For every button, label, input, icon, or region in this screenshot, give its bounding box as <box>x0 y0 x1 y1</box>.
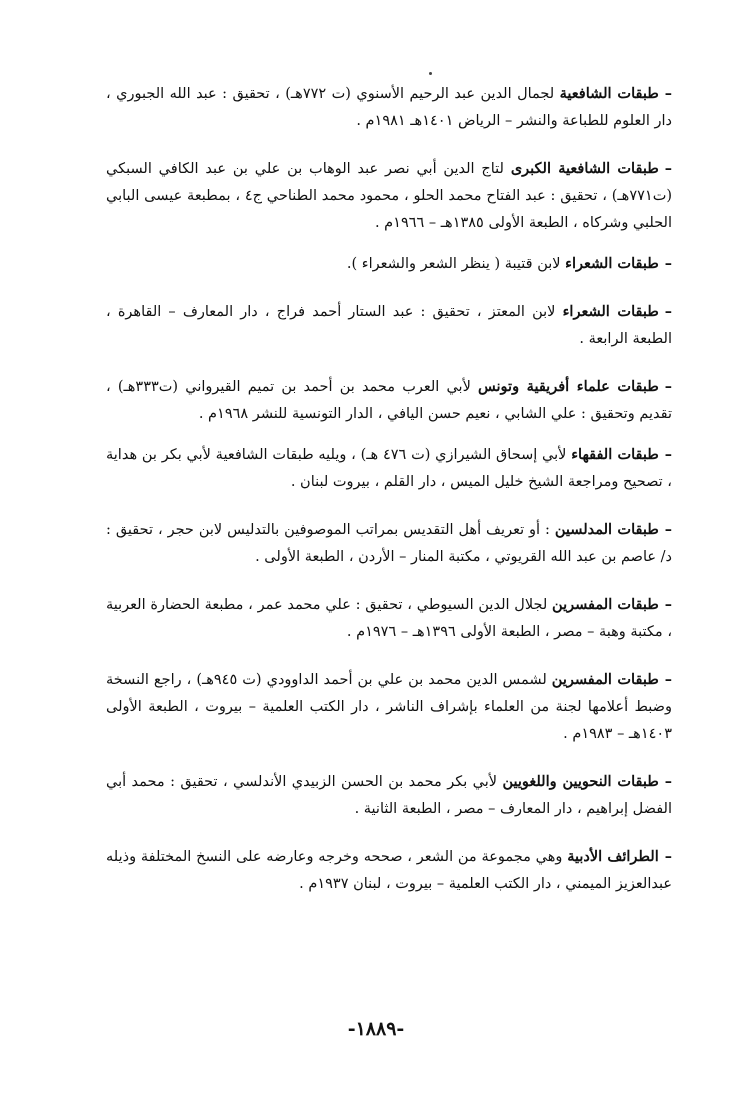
scan-speck <box>429 72 432 75</box>
bibliography-entry: –طبقات الشعراء لابن قتيبة ( ينظر الشعر والشعراء ). <box>346 255 672 272</box>
entry-title: الطرائف الأدبية <box>567 848 659 865</box>
bibliography-entry: –طبقات الفقهاء لأبي إسحاق الشيرازي (ت ٤٧٦ هـ) ، ويليه طبقات الشافعية لأبي بكر بن هداية ، تصحيح ومراجعة الشيخ خليل الميس ، دار القلم ، بيروت لبنان . <box>106 446 673 490</box>
entry-title: طبقات المفسرين <box>551 671 659 688</box>
entry-text: لابن قتيبة ( ينظر الشعر والشعراء ). <box>346 256 566 272</box>
bibliography-entry: –طبقات المدلسين : أو تعريف أهل التقديس بمراتب الموصوفين بالتدليس لابن حجر ، تحقيق : د/ عاصم بن عبد الله القريوتي ، مكتبة المنار – الأردن ، الطبعة الأولى . <box>106 521 672 565</box>
entry-title: طبقات المفسرين <box>552 596 659 613</box>
bibliography-list <box>106 80 672 898</box>
entry-text: لتاج الدين أبي نصر عبد الوهاب بن علي بن عبد الكافي السبكي (ت٧٧١هـ) ، تحقيق : عبد الفتاح محمد الحلو ، محمود محمد الطناحي ج٤ ، بمطبعة عيسى البابي الحلبي وشركاه ، الطبعة الأولى ١٣٨٥هـ – ١٩٦٦م . <box>106 161 672 231</box>
bibliography-entry: –طبقات المفسرين لجلال الدين السيوطي ، تحقيق : علي محمد عمر ، مطبعة الحضارة العربية ، مكتبة وهبة – مصر ، الطبعة الأولى ١٣٩٦هـ – ١٩٧٦م . <box>106 596 673 640</box>
entry-title: طبقات الشعراء <box>562 303 659 320</box>
bibliography-entry: –طبقات المفسرين لشمس الدين محمد بن علي بن أحمد الداوودي (ت ٩٤٥هـ) ، راجع النسخة وضبط أعلامها لجنة من العلماء بإشراف الناشر ، دار الكتب العلمية – بيروت ، الطبعة الأولى ١٤٠٣هـ – ١٩٨٣م . <box>106 671 672 742</box>
entry-title: طبقات الشعراء <box>565 255 659 272</box>
entry-title: طبقات النحويين واللغويين <box>502 773 659 790</box>
bibliography-entry: –طبقات علماء أفريقية وتونس لأبي العرب محمد بن أحمد بن تميم القيرواني (ت٣٣٣هـ) ، تقديم وتحقيق : علي الشابي ، نعيم حسن اليافي ، الدار التونسية للنشر ١٩٦٨م . <box>106 378 673 422</box>
bibliography-entry: –طبقات الشافعية لجمال الدين عبد الرحيم الأسنوي (ت ٧٧٢هـ) ، تحقيق : عبد الله الجبوري ، دار العلوم للطباعة والنشر – الرياض ١٤٠١هـ ١٩٨١م . <box>106 85 672 129</box>
entry-text: : أو تعريف أهل التقديس بمراتب الموصوفين بالتدليس لابن حجر ، تحقيق : د/ عاصم بن عبد الله القريوتي ، مكتبة المنار – الأردن ، الطبعة الأولى . <box>106 522 672 565</box>
entry-title: طبقات الشافعية الكبرى <box>510 160 659 177</box>
bibliography-entry: –طبقات الشافعية الكبرى لتاج الدين أبي نصر عبد الوهاب بن علي بن عبد الكافي السبكي (ت٧٧١هـ) ، تحقيق : عبد الفتاح محمد الحلو ، محمود محمد الطناحي ج٤ ، بمطبعة عيسى البابي الحلبي وشركاه ، الطبعة الأولى ١٣٨٥هـ – ١٩٦٦م . <box>106 160 672 231</box>
entry-text: لأبي العرب محمد بن أحمد بن تميم القيرواني (ت٣٣٣هـ) ، تقديم وتحقيق : علي الشابي ، نعيم حسن اليافي ، الدار التونسية للنشر ١٩٦٨م . <box>106 379 672 422</box>
entry-title: طبقات الفقهاء <box>571 446 659 463</box>
bibliography-entry: –الطرائف الأدبية وهي مجموعة من الشعر ، صححه وخرجه وعارضه على النسخ المختلفة وذيله عبدالعزيز الميمني ، دار الكتب العلمية – بيروت ، لبنان ١٩٣٧م . <box>106 848 673 892</box>
entry-text: لابن المعتز ، تحقيق : عبد الستار أحمد فراج ، دار المعارف – القاهرة ، الطبعة الرابعة . <box>106 304 672 347</box>
entry-text: لأبي إسحاق الشيرازي (ت ٤٧٦ هـ) ، ويليه طبقات الشافعية لأبي بكر بن هداية ، تصحيح ومراجعة الشيخ خليل الميس ، دار القلم ، بيروت لبنان . <box>106 447 672 490</box>
entry-title: طبقات الشافعية <box>559 85 659 102</box>
entry-title: طبقات علماء أفريقية وتونس <box>478 378 659 395</box>
entry-title: طبقات المدلسين <box>554 521 659 538</box>
entry-text: وهي مجموعة من الشعر ، صححه وخرجه وعارضه على النسخ المختلفة وذيله عبدالعزيز الميمني ، دار الكتب العلمية – بيروت ، لبنان ١٩٣٧م . <box>106 849 672 892</box>
entry-text: لشمس الدين محمد بن علي بن أحمد الداوودي (ت ٩٤٥هـ) ، راجع النسخة وضبط أعلامها لجنة من العلماء بإشراف الناشر ، دار الكتب العلمية – بيروت ، الطبعة الأولى ١٤٠٣هـ – ١٩٨٣م . <box>106 672 672 742</box>
entry-text: لجلال الدين السيوطي ، تحقيق : علي محمد عمر ، مطبعة الحضارة العربية ، مكتبة وهبة – مصر ، الطبعة الأولى ١٣٩٦هـ – ١٩٧٦م . <box>106 597 672 640</box>
page-number: -١٨٨٩- <box>347 1018 405 1040</box>
entry-text: لجمال الدين عبد الرحيم الأسنوي (ت ٧٧٢هـ) ، تحقيق : عبد الله الجبوري ، دار العلوم للطباعة والنشر – الرياض ١٤٠١هـ ١٩٨١م . <box>106 86 672 129</box>
entry-text: لأبي بكر محمد بن الحسن الزبيدي الأندلسي ، تحقيق : محمد أبي الفضل إبراهيم ، دار المعارف – مصر ، الطبعة الثانية . <box>106 774 672 817</box>
bibliography-entry: –طبقات الشعراء لابن المعتز ، تحقيق : عبد الستار أحمد فراج ، دار المعارف – القاهرة ، الطبعة الرابعة . <box>106 303 672 347</box>
bibliography-entry: –طبقات النحويين واللغويين لأبي بكر محمد بن الحسن الزبيدي الأندلسي ، تحقيق : محمد أبي الفضل إبراهيم ، دار المعارف – مصر ، الطبعة الثانية . <box>106 773 672 817</box>
